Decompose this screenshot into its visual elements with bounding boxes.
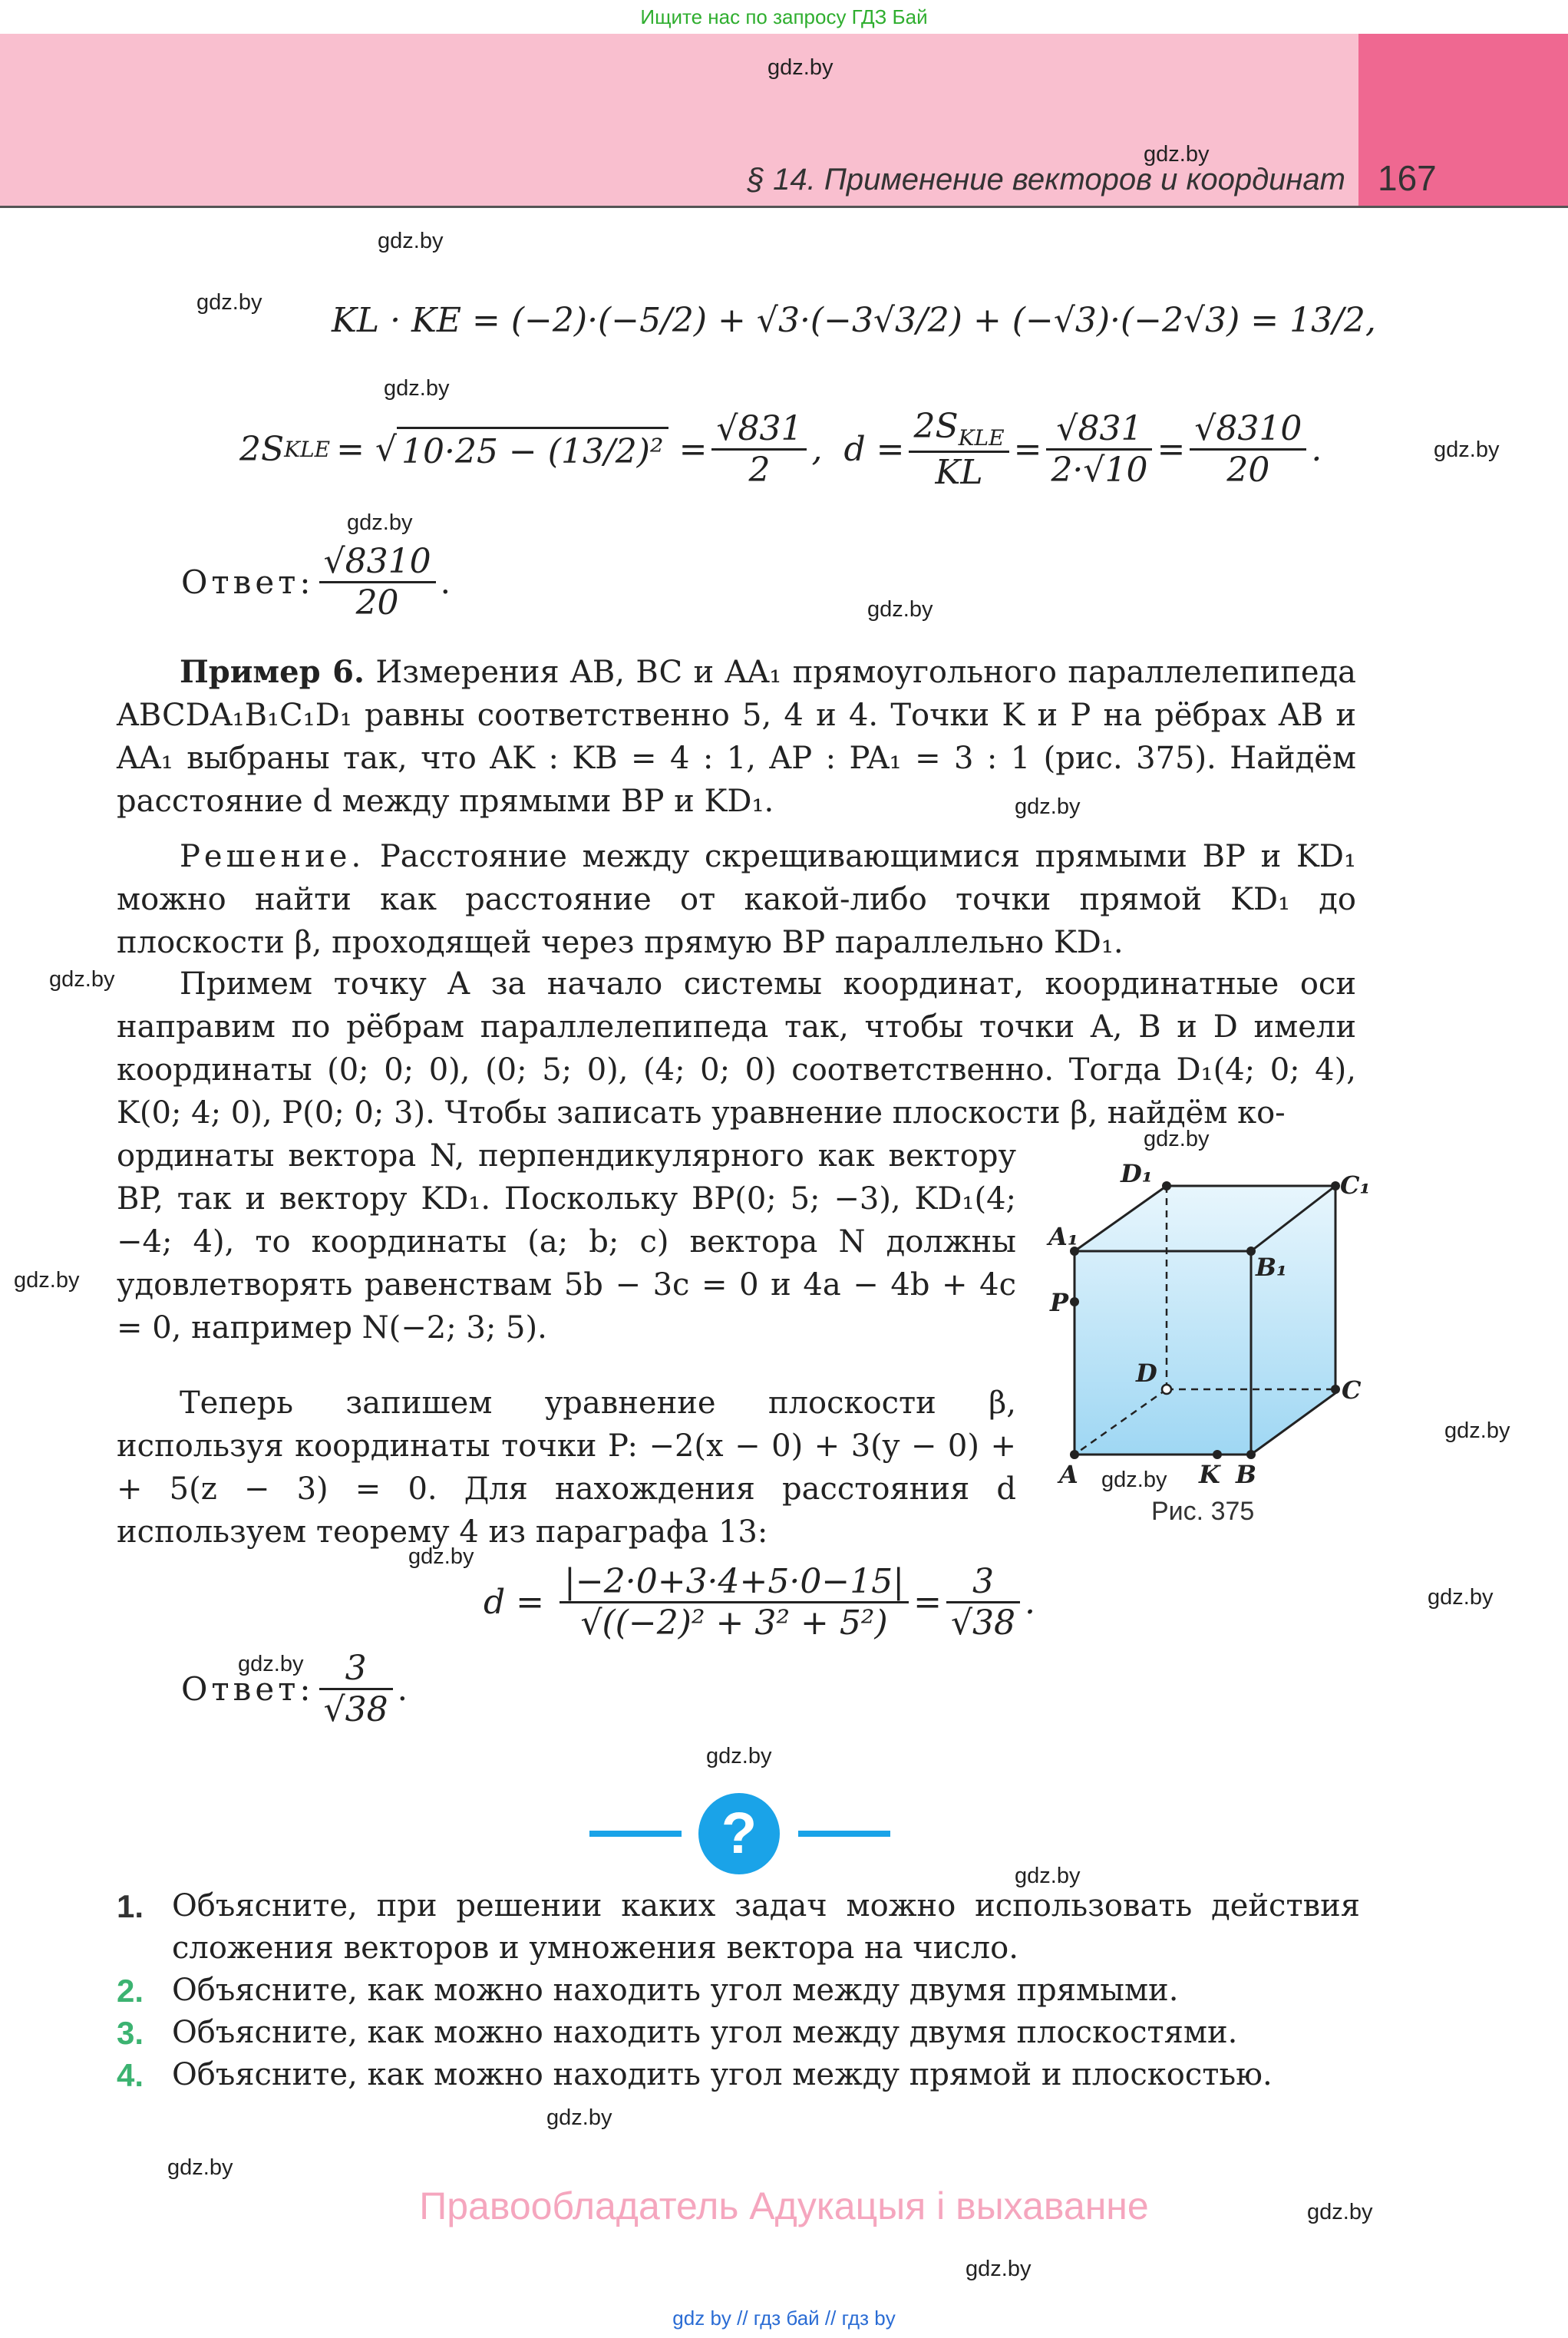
d-den: KL bbox=[935, 452, 983, 492]
watermark: gdz.by bbox=[1015, 1864, 1081, 1888]
label-d: D bbox=[1136, 1359, 1157, 1388]
d-num-subscript: KLE bbox=[958, 424, 1005, 451]
watermark: gdz.by bbox=[1015, 794, 1081, 819]
answer-2-den: √38 bbox=[323, 1690, 388, 1729]
footer-links[interactable]: gdz by // гдз бай // гдз by bbox=[672, 2307, 896, 2330]
watermark: gdz.by bbox=[238, 1652, 304, 1676]
question-number: 4. bbox=[117, 2057, 144, 2093]
distance-lhs: d = bbox=[484, 1583, 545, 1622]
answer-2-num: 3 bbox=[319, 1649, 393, 1690]
solution-p1 bbox=[117, 835, 1356, 964]
label-a: A bbox=[1059, 1460, 1078, 1489]
question-item bbox=[117, 1970, 1360, 2012]
answer-label: Ответ: bbox=[181, 563, 315, 601]
watermark: gdz.by bbox=[14, 1268, 80, 1293]
watermark: gdz.by bbox=[546, 2105, 612, 2130]
answer-label: Ответ: bbox=[181, 1670, 315, 1708]
d-num: 2S bbox=[913, 407, 959, 446]
figure-fill bbox=[1074, 1186, 1335, 1455]
point-c1 bbox=[1331, 1181, 1340, 1190]
figure-caption: Рис. 375 bbox=[1151, 1497, 1255, 1526]
watermark: gdz.by bbox=[1444, 1418, 1510, 1443]
watermark: gdz.by bbox=[966, 2257, 1032, 2281]
top-banner[interactable]: Ищите нас по запросу ГДЗ Бай bbox=[640, 5, 928, 28]
area-lhs: 2S bbox=[239, 429, 285, 469]
point-b bbox=[1246, 1450, 1256, 1459]
label-c1: C₁ bbox=[1340, 1171, 1371, 1200]
distance-formula: d = $\frac{|-2\cdot 0+3\cdot 4+5\cdot 0-15|}{\text{√((−2)² + 3² + 5²)}}$ = $\frac{3}{√38}$ . bbox=[484, 1562, 1035, 1643]
label-a1: A₁ bbox=[1048, 1222, 1078, 1251]
d-mid-num: √831 bbox=[1046, 409, 1152, 451]
answer-1-den: 20 bbox=[355, 583, 399, 622]
question-icon: ? bbox=[698, 1793, 780, 1874]
point-b1 bbox=[1246, 1247, 1256, 1256]
solution-p3: ординаты вектора N, перпендикулярного как вектору BP, так и вектору KD₁. Поскольку BP(0; 5; −3), KD₁(4; −4; 4), то координаты (a; b; c) вектора N должны удовлетворять равенствам 5b − 3c = 0 и 4a − 4b + 4c = 0, например N(−2; 3; 5). bbox=[117, 1138, 1016, 1346]
point-c bbox=[1331, 1385, 1340, 1394]
distance-res-den: √38 bbox=[950, 1603, 1015, 1643]
distance-res-num: 3 bbox=[946, 1562, 1020, 1603]
label-d1: D₁ bbox=[1121, 1159, 1153, 1188]
header-divider bbox=[0, 206, 1568, 208]
area-radicand: 10·25 − (13/2)² bbox=[397, 427, 668, 471]
answer-1-num: √8310 bbox=[319, 542, 436, 583]
watermark: gdz.by bbox=[196, 290, 262, 315]
question-number: 1. bbox=[117, 1888, 144, 1924]
d-mid-den: 2·√10 bbox=[1051, 450, 1148, 490]
watermark: gdz.by bbox=[167, 2155, 233, 2180]
divider-right bbox=[798, 1831, 890, 1837]
distance-num: |−2·0+3·4+5·0−15| bbox=[560, 1562, 909, 1603]
page-number: 167 bbox=[1378, 158, 1437, 198]
area-result-den: 2 bbox=[748, 450, 771, 490]
watermark: gdz.by bbox=[1428, 1585, 1494, 1610]
solution-p4: Теперь запишем уравнение плоскости β, используя координаты точки P: −2(x − 0) + 3(y − 0) + + 5(z − 3) = 0. Для нахождения расстояния d используем теорему 4 из параграфа 13: bbox=[117, 1385, 1016, 1550]
watermark: gdz.by bbox=[1101, 1468, 1167, 1492]
label-b: B bbox=[1236, 1460, 1257, 1489]
area-result-num: √831 bbox=[711, 409, 807, 451]
divider-left bbox=[589, 1831, 682, 1837]
point-d1 bbox=[1162, 1181, 1171, 1190]
point-d bbox=[1162, 1385, 1171, 1394]
answer-1: Ответ: $\frac{√8310}{20}$ . bbox=[181, 542, 451, 622]
answer-2: Ответ: $\frac{3}{√38}$ . bbox=[181, 1649, 408, 1729]
solution-label: Решение. bbox=[180, 839, 365, 874]
example-text: Измерения AB, BC и AA₁ прямоугольного параллелепипеда ABCDA₁B₁C₁D₁ равны соответственно 5, 4 и 4. Точки K и P на рёбрах AB и AA₁ выбраны так, что AK : KB = 4 : 1, AP : PA₁ = 3 : 1 (рис. 375). Найдём расстояние d между прямыми BP и KD₁. bbox=[117, 655, 1356, 819]
solution-p1-text: Расстояние между скрещивающимися прямыми BP и KD₁ можно найти как расстояние от какой-либо точки прямой KD₁ до плоскости β, проходящей через прямую BP параллельно KD₁. bbox=[117, 839, 1357, 960]
watermark: gdz.by bbox=[347, 510, 413, 535]
distance-den: √((−2)² + 3² + 5²) bbox=[580, 1603, 888, 1643]
area-distance-formula: 2S KLE = √ 10·25 − (13/2)² = $\frac{√831}{2}$ , d = $\frac{2S_{KLE}}{KL}$ = $\frac{√831}{2\cdot√10}$ = $\frac{√8310}{20}$ . bbox=[239, 407, 1322, 492]
watermark: gdz.by bbox=[1434, 438, 1500, 462]
question-number: 2. bbox=[117, 1973, 144, 2009]
point-p bbox=[1070, 1297, 1079, 1306]
question-item bbox=[117, 2012, 1360, 2054]
area-subscript: KLE bbox=[284, 436, 331, 462]
question-text: Объясните, как можно находить угол между прямой и плоскостью. bbox=[172, 2057, 1273, 2092]
example-6 bbox=[117, 651, 1356, 823]
point-k bbox=[1213, 1450, 1222, 1459]
watermark: gdz.by bbox=[1144, 142, 1210, 167]
copyright-notice: Правообладатель Адукацыя і выхаванне bbox=[419, 2184, 1149, 2227]
question-item bbox=[117, 1885, 1360, 1970]
watermark: gdz.by bbox=[1144, 1127, 1210, 1151]
watermark: gdz.by bbox=[408, 1544, 474, 1569]
question-text: Объясните, как можно находить угол между двумя плоскостями. bbox=[172, 2015, 1238, 2050]
example-title: Пример 6. bbox=[180, 654, 365, 690]
d-res-num: √8310 bbox=[1190, 409, 1306, 451]
watermark: gdz.by bbox=[767, 55, 834, 80]
question-number: 3. bbox=[117, 2015, 144, 2051]
question-text: Объясните, как можно находить угол между двумя прямыми. bbox=[172, 1973, 1179, 2008]
point-a bbox=[1070, 1450, 1079, 1459]
d-lhs: d = bbox=[843, 429, 905, 469]
watermark: gdz.by bbox=[1307, 2200, 1373, 2224]
question-item bbox=[117, 2054, 1360, 2096]
label-b1: B₁ bbox=[1256, 1253, 1288, 1282]
d-res-den: 20 bbox=[1226, 450, 1270, 490]
label-p: P bbox=[1050, 1288, 1069, 1317]
label-c: C bbox=[1342, 1375, 1362, 1405]
question-text: Объясните, при решении каких задач можно использовать действия сложения векторов и умножения вектора на число. bbox=[172, 1888, 1360, 1966]
watermark: gdz.by bbox=[49, 967, 115, 992]
section-title: § 14. Применение векторов и координат bbox=[747, 163, 1345, 196]
label-k: K bbox=[1199, 1460, 1220, 1489]
watermark: gdz.by bbox=[378, 229, 444, 253]
solution-p2: Примем точку A за начало системы координат, координатные оси направим по рёбрам параллелепипеда так, чтобы точки A, B и D имели координаты (0; 0; 0), (0; 5; 0), (4; 0; 0) соответственно. Тогда D₁(4; 0; 4), K(0; 4; 0), P(0; 0; 3). Чтобы записать уравнение плоскости β, найдём ко- bbox=[117, 966, 1356, 1131]
watermark: gdz.by bbox=[706, 1744, 772, 1768]
watermark: gdz.by bbox=[384, 376, 450, 401]
dot-product-formula: KL · KE = (−2)·(−5/2) + √3·(−3√3/2) + (−√3)·(−2√3) = 13/2, bbox=[332, 301, 1376, 340]
watermark: gdz.by bbox=[867, 597, 933, 622]
questions-list bbox=[117, 1885, 1360, 2096]
